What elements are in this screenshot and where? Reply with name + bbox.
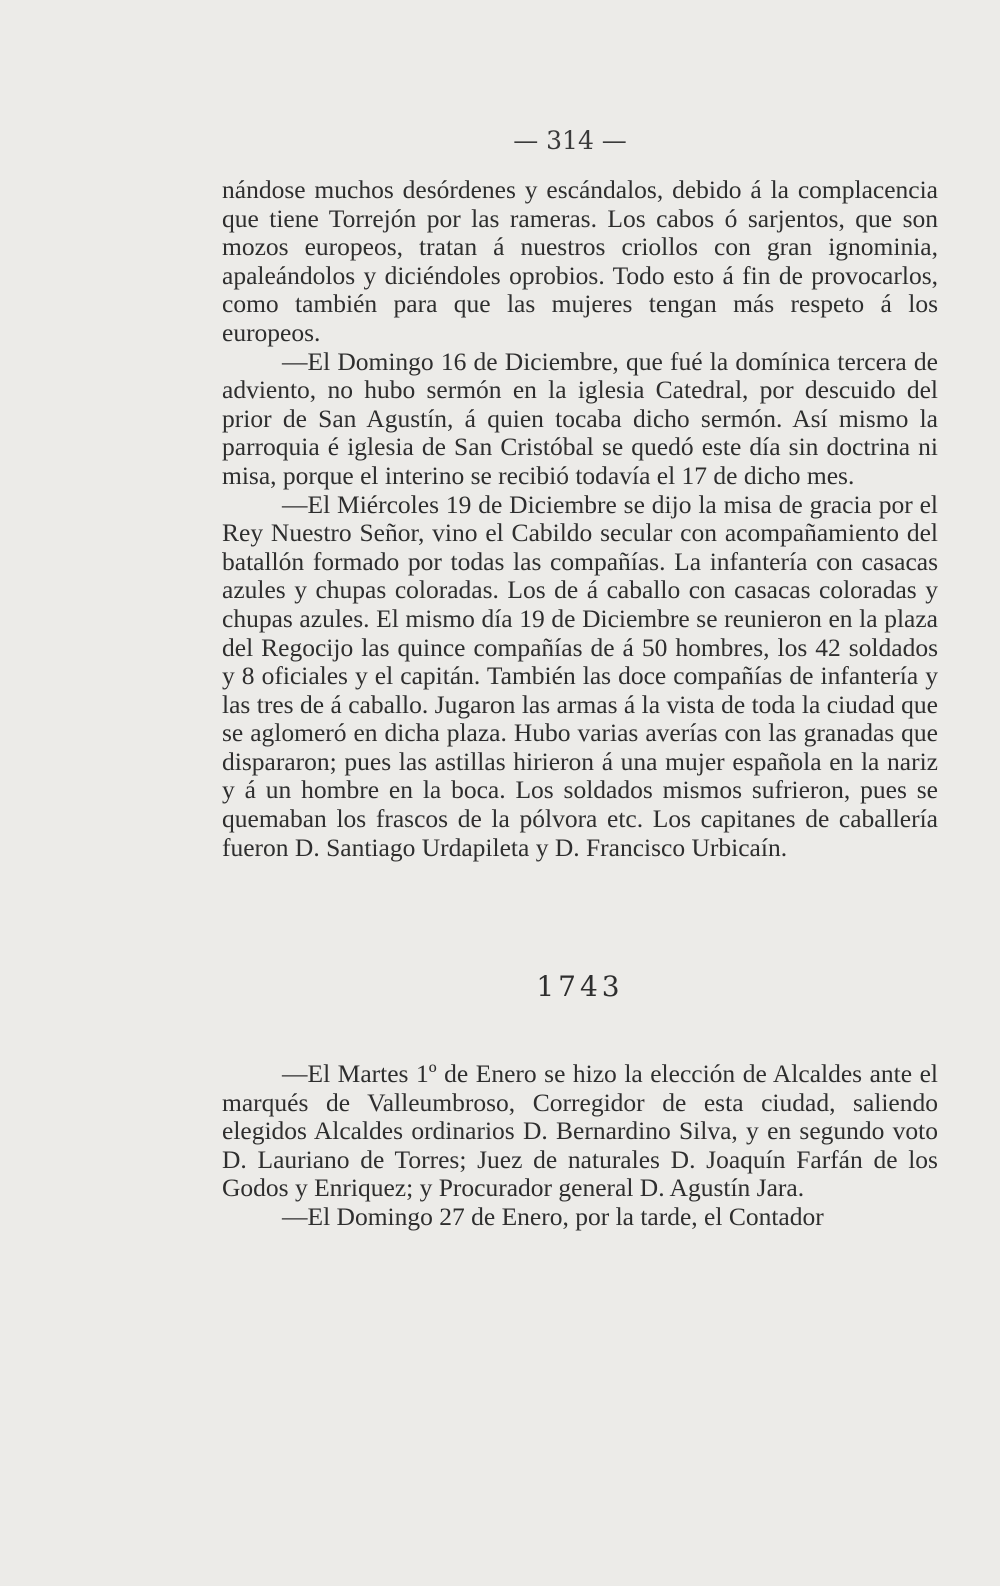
- year-heading: 1743: [536, 970, 624, 1003]
- paragraph: —El Domingo 16 de Diciembre, que fué la domínica tercera de adviento, no hubo sermón en la iglesia Catedral, por descuido del prior de San Agustín, á quien tocaba dicho sermón. Así mismo la parroquia é iglesia de San Cristóbal se quedó este día sin doctrina ni misa, porque el interino se recibió todavía el 17 de dicho mes.: [222, 346, 938, 490]
- page-number: — 314 —: [513, 126, 627, 155]
- paragraph: —El Martes 1º de Enero se hizo la elección de Alcaldes ante el marqués de Valleumbroso, Corregidor de esta ciudad, saliendo elegidos Alcaldes ordinarios D. Bernardino Silva, y en segundo voto D. Lauriano de Torres; Juez de naturales D. Joaquín Farfán de los Godos y Enriquez; y Procurador general D. Agustín Jara.: [222, 1059, 938, 1203]
- paragraph: —El Domingo 27 de Enero, por la tarde, el Contador: [282, 1201, 824, 1231]
- paragraph: —El Miércoles 19 de Diciembre se dijo la misa de gracia por el Rey Nuestro Señor, vino el Cabildo secular con acompañamiento del batallón formado por todas las compañías. La infantería con casacas azules y chupas coloradas. Los de á caballo con casacas coloradas y chupas azules. El mismo día 19 de Diciembre se reunieron en la plaza del Regocijo las quince compañías de á 50 hombres, los 42 soldados y 8 oficiales y el capitán. También las doce compañías de infantería y las tres de á caballo. Jugaron las armas á la vista de toda la ciudad que se aglomeró en dicha plaza. Hubo varias averías con las granadas que dispararon; pues las astillas hirieron á una mujer española en la nariz y á un hombre en la boca. Los soldados mismos sufrieron, pues se quemaban los frascos de la pólvora etc. Los capitanes de caballería fueron D. Santiago Urdapileta y D. Francisco Urbicaín.: [222, 489, 938, 862]
- paragraph: nándose muchos desórdenes y escándalos, debido á la complacencia que tiene Torrejón por las rameras. Los cabos ó sarjentos, que son mozos europeos, tratan á nuestros criollos con gran ignominia, apaleándolos y diciéndoles oprobios. Todo esto á fin de provocarlos, como también para que las mujeres tengan más respeto á los europeos.: [222, 175, 938, 347]
- text-block-top: [222, 176, 938, 862]
- text-block-bottom: [222, 1060, 938, 1232]
